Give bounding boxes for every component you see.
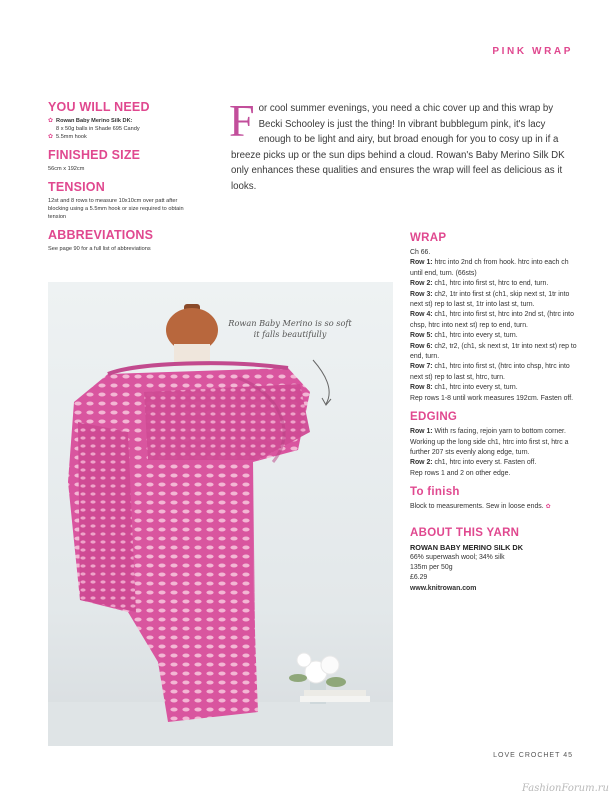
row-instruction: ch1, htrc into every st, turn.: [434, 384, 518, 392]
row-label: Row 1:: [410, 259, 433, 267]
pattern-column: [410, 232, 580, 601]
yarn-detail: £6.29: [410, 574, 428, 582]
tension-section: [48, 180, 198, 221]
pattern-row: [410, 458, 580, 468]
finished-size-heading: FINISHED SIZE: [48, 148, 141, 162]
drop-cap: F: [229, 95, 255, 146]
row-instruction: ch2, 1tr into first st (ch1, skip next st, 1tr into next st) rep to last st, 1tr into last st, turn.: [410, 290, 570, 309]
section-title: PINK WRAP: [492, 46, 573, 57]
row-instruction: ch2, tr2, (ch1, sk next st, 1tr into next st) rep to end, turn.: [410, 342, 577, 361]
row-label: Row 1:: [410, 428, 433, 436]
edging-rows: [410, 427, 580, 479]
row-instruction: With rs facing, rejoin yarn to bottom corner. Working up the long side ch1, htrc into first st, htrc a further 207 sts evenly along edge, turn.: [410, 428, 569, 456]
pattern-row: [410, 290, 580, 311]
row-instruction: ch1, htrc into first st, htrc to end, turn.: [434, 280, 549, 288]
row-instruction: ch1, htrc into first st, (htrc into chsp, htrc into next st) rep to last st, htrc, turn.: [410, 363, 570, 381]
magazine-name: LOVE CROCHET: [493, 752, 561, 759]
pattern-row: [410, 469, 580, 479]
edging-heading: EDGING: [410, 411, 458, 424]
yarn-website-link[interactable]: www.knitrowan.com: [410, 584, 477, 592]
mannequin-wrap-illustration: [48, 282, 393, 746]
yarn-name: ROWAN BABY MERINO SILK DK: [410, 542, 523, 552]
photo-caption: Rowan Baby Merino is so soft it falls beautifully: [228, 318, 352, 339]
row-label: Row 8:: [410, 384, 433, 392]
row-label: Row 3:: [410, 290, 433, 298]
abbreviations-section: [48, 228, 198, 253]
wrap-photo: [48, 282, 393, 746]
abbreviations-text: See page 90 for a full list of abbreviations: [48, 246, 151, 252]
left-column: [48, 100, 198, 260]
row-instruction: ch1, htrc into every st, turn.: [434, 332, 518, 340]
row-label: Row 2:: [410, 459, 433, 467]
finished-size-section: [48, 148, 198, 173]
finish-section: [410, 486, 580, 512]
yarn-detail: 66% superwash wool; 34% silk: [410, 553, 505, 561]
row-instruction: Rep rows 1-8 until work measures 192cm. Fasten off.: [410, 394, 574, 402]
finished-size-text: 56cm x 192cm: [48, 166, 85, 172]
page-number: 45: [563, 752, 573, 759]
row-instruction: Rep rows 1 and 2 on other edge.: [410, 469, 511, 477]
flower-bullet-icon: ✿: [48, 118, 54, 124]
pattern-row: [410, 258, 580, 279]
pattern-row: [410, 310, 580, 331]
caption-arrow: [313, 360, 329, 404]
row-label: Row 5:: [410, 332, 433, 340]
pattern-row: [410, 279, 580, 289]
pattern-row: [410, 248, 580, 258]
row-instruction: htrc into 2nd ch from hook. htrc into each ch until end, turn. (66sts): [410, 259, 569, 277]
row-label: Row 4:: [410, 311, 433, 319]
page-footer: [493, 752, 573, 759]
hook-material-text: 5.5mm hook: [56, 134, 87, 140]
abbreviations-heading: ABBREVIATIONS: [48, 228, 154, 242]
tension-text: 12st and 8 rows to measure 10x10cm over patt after blocking using a 5.5mm hook or size required to obtain tension: [48, 198, 184, 220]
materials-item: [48, 133, 198, 141]
watermark: FashionForum.ru: [522, 783, 609, 794]
row-instruction: ch1, htrc into every st. Fasten off.: [434, 459, 537, 467]
pattern-row: [410, 342, 580, 363]
finish-text: Block to measurements. Sew in loose ends.: [410, 503, 544, 511]
finish-heading: To finish: [410, 486, 460, 499]
materials-item: [48, 117, 198, 133]
yarn-detail: 135m per 50g: [410, 563, 453, 571]
pattern-row: [410, 394, 580, 404]
intro-text: or cool summer evenings, you need a chic cover up and this wrap by Becki Schooley is just the thing! In vibrant bubblegum pink, it's lacy enough to be light and airy, but broad enough for you to cosy up in if a breeze picks up or the sun dips behind a cloud. Rowan's Baby Merino Silk DK only enhances these qualities and ensures the wrap will feel as delicious as it looks.: [231, 103, 565, 192]
end-flower-icon: ✿: [545, 504, 551, 511]
intro-paragraph: [229, 95, 576, 194]
you-will-need-heading: YOU WILL NEED: [48, 100, 150, 114]
row-label: Row 6:: [410, 342, 433, 350]
pattern-row: [410, 362, 580, 383]
yarn-section: [410, 527, 580, 595]
wrap-heading: WRAP: [410, 232, 447, 244]
you-will-need-section: [48, 100, 198, 141]
pattern-row: [410, 331, 580, 341]
edging-section: [410, 411, 580, 479]
wrap-rows: [410, 248, 580, 404]
row-label: Row 2:: [410, 280, 433, 288]
wrap-section: [410, 232, 580, 404]
row-instruction: ch1, htrc into first st, htrc into 2nd st, (htrc into chsp, htrc into next st) rep to end, turn.: [410, 311, 574, 329]
pattern-row: [410, 383, 580, 393]
yarn-material-label: Rowan Baby Merino Silk DK:: [56, 118, 133, 124]
yarn-heading: ABOUT THIS YARN: [410, 526, 520, 539]
yarn-material-text: 8 x 50g balls in Shade 695 Candy: [56, 126, 140, 132]
tension-heading: TENSION: [48, 180, 105, 194]
pattern-row: [410, 427, 580, 458]
flower-bullet-icon: ✿: [48, 134, 54, 140]
row-instruction: Ch 66.: [410, 249, 431, 256]
row-label: Row 7:: [410, 363, 433, 371]
